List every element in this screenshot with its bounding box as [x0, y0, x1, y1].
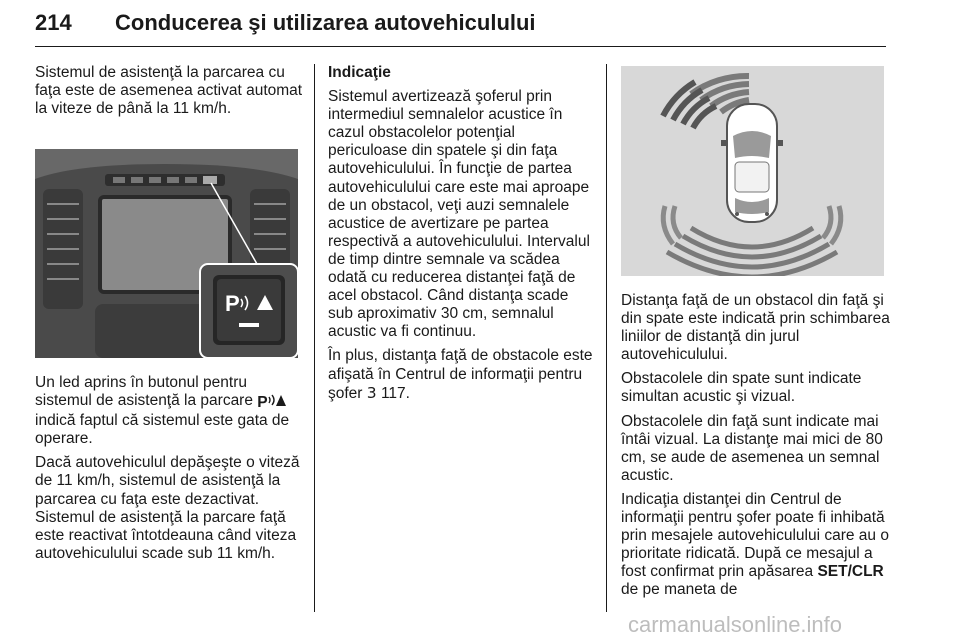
column-divider-1 [314, 64, 315, 612]
set-clr-label: SET/CLR [817, 563, 884, 581]
dashboard-photo [35, 149, 298, 358]
inset-button-symbol: P [225, 291, 240, 316]
column-divider-2 [606, 64, 607, 612]
page-header [35, 0, 885, 46]
header-divider [35, 46, 886, 47]
section-heading-indication: Indicaţie [328, 64, 391, 81]
page-reference-number[interactable]: 117. [376, 384, 410, 402]
paragraph-display-inhibit: Indicaţia distanţei din Centrul de informaţii pentru şofer poate fi inhibată prin mesajele autovehiculului care au o prioritate ridicată. După ce mesajul a fost confirmat prin apăsarea SET/CLR de pe maneta de [621, 490, 889, 599]
chapter-title: Conducerea şi utilizarea autovehiculului [115, 10, 536, 35]
column-1 [35, 64, 303, 124]
page-number: 214 [35, 10, 72, 35]
park-assist-icon: P [257, 393, 285, 412]
paragraph-led-indicator: Un led aprins în butonul pentru sistemul de asistenţă la parcare P indică faptul că sistemul este gata de operare. [35, 374, 290, 448]
watermark-text: carmanualsonline.info [628, 612, 843, 637]
column-3 [621, 292, 891, 606]
column-2 [328, 64, 593, 409]
paragraph-rear-obstacles: Obstacolele din spate sunt indicate simultan acustic şi vizual. [621, 370, 862, 406]
page-reference-icon[interactable]: 3 [366, 383, 377, 402]
paragraph-parking-front-activation: Sistemul de asistenţă la parcarea cu faţa este de asemenea activat automat la viteze de până la 11 km/h. [35, 64, 303, 118]
distance-lines-diagram [621, 66, 884, 276]
paragraph-display-reference: În plus, distanţa faţă de obstacole este afişată în Centrul de informaţii pentru şofer 3 117. [328, 347, 593, 402]
paragraph-front-obstacles: Obstacolele din faţă sunt indicate mai întâi vizual. La distanţe mai mici de 80 cm, se aude de asemenea un semnal acustic. [621, 412, 883, 484]
paragraph-acoustic-warning: Sistemul avertizează şoferul prin intermediul semnalelor acustice în cazul obstacolelor potenţial periculoase din spatele şi din faţa autovehiculului. În funcţie de partea autovehiculului care este mai aproape de un obstacol, veţi auzi semnalele acustice de avertizare pe partea respectivă a autovehiculului. Intervalul de timp dintre semnale va scădea odată cu reducerea distanţei faţă de acel obstacol. Când distanţa scade sub aproximativ 30 cm, semnalul acustic va fi continuu. [328, 88, 590, 341]
paragraph-distance-lines: Distanţa faţă de un obstacol din faţă şi din spate este indicată prin schimbarea liniilor de distanţă din jurul autovehiculului. [621, 292, 890, 364]
car-top-view-icon [721, 104, 783, 222]
paragraph-speed-deactivation: Dacă autovehiculul depăşeşte o viteză de 11 km/h, sistemul de asistenţă la parcarea cu faţa este dezactivat. Sistemul de asistenţă la parcare faţă este reactivat întotdeauna când viteza autovehiculului scade sub 11 km/h. [35, 454, 300, 562]
column-1-lower [35, 374, 303, 569]
